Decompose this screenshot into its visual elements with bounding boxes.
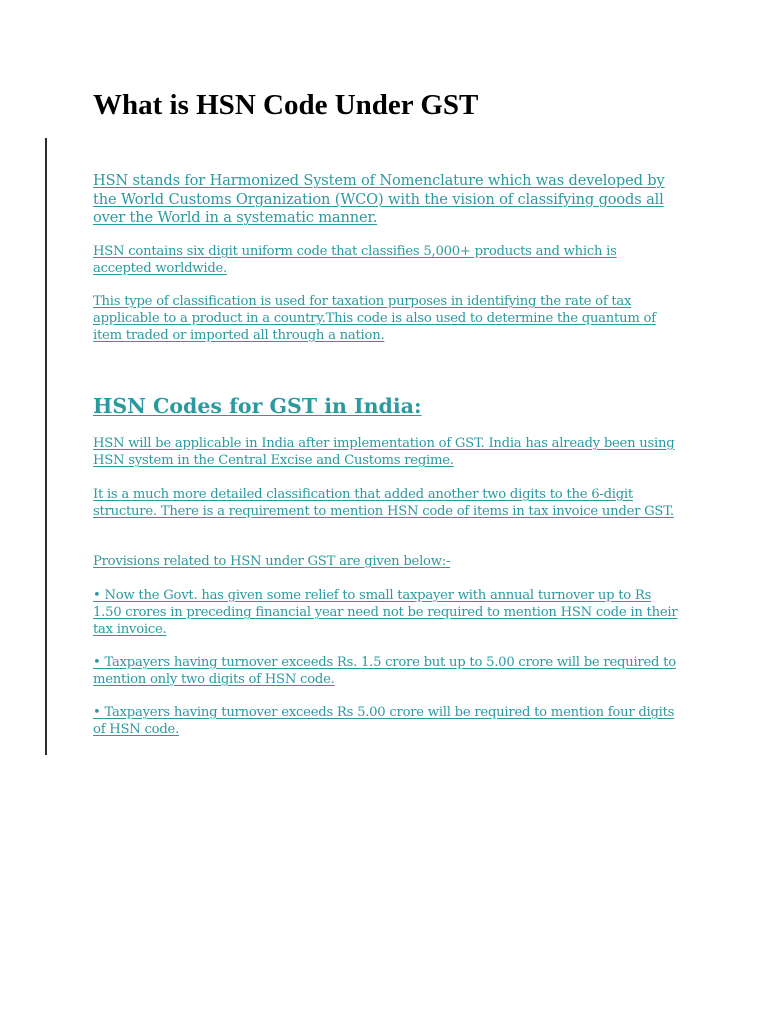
- provision-item[interactable]: [93, 704, 683, 738]
- provision-item-link[interactable]: • Taxpayers having turnover exceeds Rs 5.00 crore will be required to mention four digits of HSN code.: [93, 705, 675, 737]
- detailed-classification-paragraph[interactable]: [93, 486, 683, 520]
- margin-bar: [45, 138, 47, 755]
- six-digit-paragraph[interactable]: [93, 243, 673, 277]
- detailed-classification-link[interactable]: It is a much more detailed classification that added another two digits to the 6-digit structure. There is a requirement to mention HSN code of items in tax invoice under GST.: [93, 487, 674, 519]
- page-title: What is HSN Code Under GST: [93, 89, 479, 121]
- provisions-intro-link[interactable]: Provisions related to HSN under GST are given below:-: [93, 554, 451, 569]
- provision-item-link[interactable]: • Taxpayers having turnover exceeds Rs. 1.5 crore but up to 5.00 crore will be required to mention only two digits of HSN code.: [93, 655, 676, 687]
- six-digit-link[interactable]: HSN contains six digit uniform code that classifies 5,000+ products and which is accepted worldwide.: [93, 244, 617, 276]
- india-heading-link[interactable]: HSN Codes for GST in India:: [93, 394, 422, 418]
- intro-lead-link[interactable]: HSN stands for Harmonized System of Nomenclature which was developed by the World Customs Organization (WCO) with the vision of classifying goods all over the World in a systematic manner.: [93, 172, 665, 226]
- classification-link[interactable]: This type of classification is used for taxation purposes in identifying the rate of tax applicable to a product in a country.This code is also used to determine the quantum of item traded or imported all through a nation.: [93, 294, 656, 343]
- provision-item-link[interactable]: • Now the Govt. has given some relief to small taxpayer with annual turnover up to Rs 1.50 crores in preceding financial year need not be required to mention HSN code in their tax invoice.: [93, 588, 678, 637]
- applicable-paragraph[interactable]: [93, 435, 683, 469]
- provisions-intro-paragraph[interactable]: [93, 553, 683, 570]
- provision-item[interactable]: [93, 654, 683, 688]
- intro-lead-paragraph[interactable]: [93, 172, 683, 228]
- classification-paragraph[interactable]: [93, 293, 683, 344]
- india-section-heading[interactable]: [93, 392, 422, 420]
- applicable-link[interactable]: HSN will be applicable in India after implementation of GST. India has already been using HSN system in the Central Excise and Customs regime.: [93, 436, 675, 468]
- provision-item[interactable]: [93, 587, 683, 638]
